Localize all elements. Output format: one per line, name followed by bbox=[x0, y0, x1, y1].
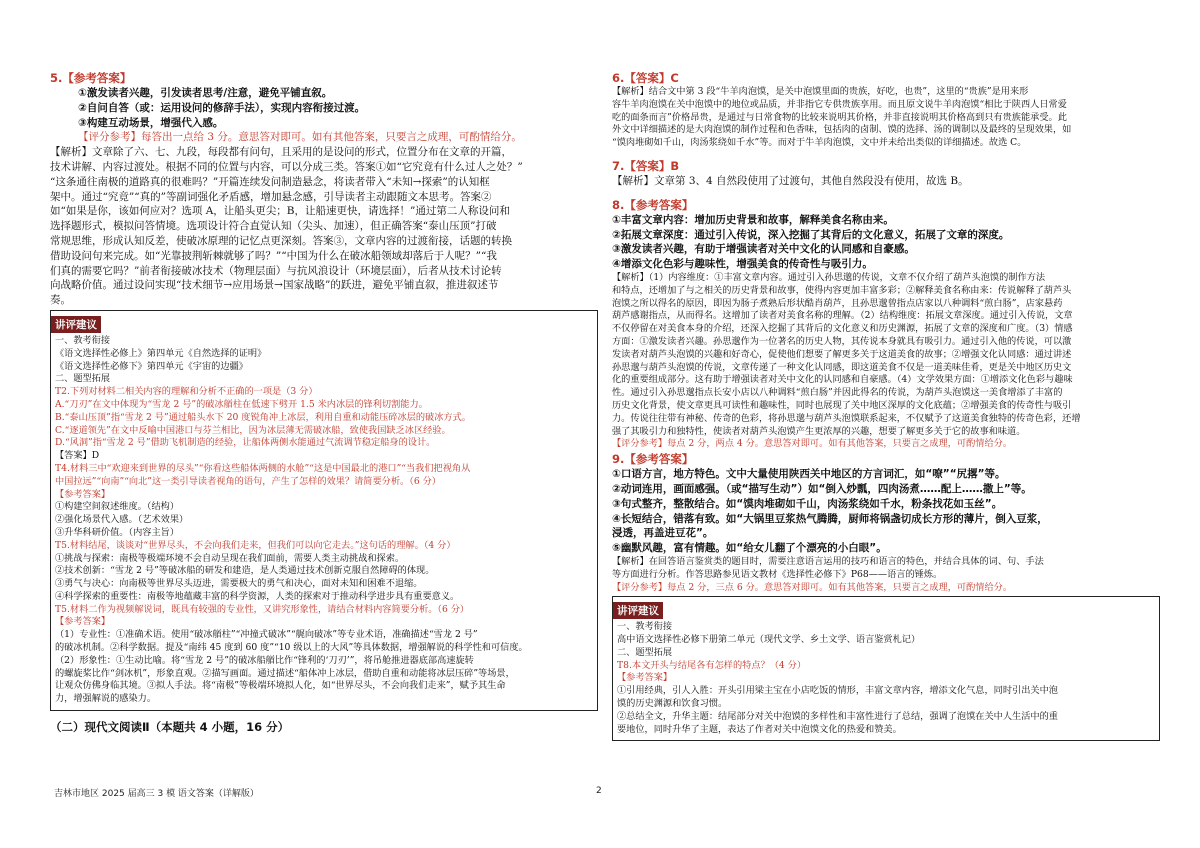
q5-analysis bbox=[50, 145, 598, 308]
q7-title: 7.【答案】B bbox=[612, 158, 680, 173]
box-line: B.“泰山压顶”指“雪龙 2 号”通过船头水下 20 度锐角冲上冰层，利用自重和动能压碎冰层的破冰方式。 bbox=[55, 411, 471, 423]
analysis-line: 技术讲解、内容过渡处。根据不同的位置与内容，可以分成三类。答案①如“它究竟有什么过人之处？” bbox=[50, 160, 523, 173]
q8-analysis bbox=[612, 272, 1160, 438]
analysis-line: 力。传说往往带有神秘、传奇的色彩，将孙思邈与葫芦头泡馍联系起来，不仅赋予了这道美食独特的传奇色彩，还增 bbox=[612, 412, 1081, 424]
box-line: ②总结全文，升华主题：结尾部分对关中泡馍的多样性和丰富性进行了总结，强调了泡馍在关中人生活中的重 bbox=[617, 710, 1058, 722]
box-question: T5.材料结尾，谈谈对“世界尽头，不会向我们走来，但我们可以向它走去。”这句话的理解。（4 分） bbox=[55, 539, 456, 551]
box-line: 二、题型拓展 bbox=[55, 373, 111, 385]
q5-answer-1: ①激发读者兴趣，引发读者思考/注意，避免平铺直叙。 bbox=[78, 87, 333, 99]
analysis-line: 孙思邈与葫芦头泡馍的传说，文章传递了一种文化认同感，即这道美食不仅是一道美味佳肴，更是关中地区历史文 bbox=[612, 361, 1072, 373]
box-line: 【参考答案】 bbox=[617, 672, 673, 684]
box-line: 高中语文选择性必修下册第二单元（现代文学、乡土文学、语言鉴赏札记） bbox=[617, 634, 921, 646]
box-line: C.“逐道领先”在文中反喻中国港口与芬兰相比，因为冰层薄无需破冰船，致使我国缺乏冰区经验。 bbox=[55, 424, 451, 436]
q6-title: 6.【答案】C bbox=[612, 71, 679, 85]
box-line: 要地位，同时升华了主题，表达了作者对关中泡馍文化的热爱和赞美。 bbox=[617, 723, 902, 735]
q9-title: 9.【参考答案】 bbox=[612, 452, 694, 467]
analysis-line: 【解析】（1）内容维度：①丰富文章内容。通过引入孙思邈的传说，文章不仅介绍了葫芦头泡馍的制作方法 bbox=[612, 271, 1046, 283]
box-line: 《语文选择性必修下》第四单元《宇宙的边疆》 bbox=[55, 360, 248, 372]
right-column bbox=[612, 70, 1160, 741]
analysis-line: 奏。 bbox=[50, 294, 71, 307]
analysis-line: 选择题形式，模拟问答情境。选项设计符合直觉认知（尖头、加速），但正确答案“泰山压顶”打破 bbox=[50, 220, 497, 233]
box-line: ④科学探索的重要性：南极等地蕴藏丰富的科学资源，人类的探索对于推动科学进步具有重要意义。 bbox=[55, 590, 460, 602]
analysis-line: 们真的需要它吗？”前者衔接破冰技术（物理层面）与抗风浪设计（环境层面），后者从技术讨论转 bbox=[50, 264, 502, 277]
q9-score: 【评分参考】每点 2 分，三点 6 分。意思答对即可。如有其他答案，只要言之成理，可酌情给分。 bbox=[612, 581, 1013, 593]
box-line: 【参考答案】 bbox=[55, 616, 111, 628]
box-line: ③勇气与决心：向南极等世界尽头迈进，需要极大的勇气和决心，面对未知和困难不退缩。 bbox=[55, 578, 423, 590]
q5-title: 5.【参考答案】 bbox=[50, 71, 132, 85]
q7-analysis: 【解析】文章第 3、4 自然段使用了过渡句，其他自然段没有使用，故选 B。 bbox=[612, 174, 969, 187]
q8-answer: ②拓展文章深度：通过引入传说，深入挖掘了其背后的文化意义，拓展了文章的深度。 bbox=[612, 228, 1010, 241]
box-line: 的破冰机制。②科学数据。提及“南纬 45 度到 60 度”“10 级以上的大风”等具体数据，增强解说的科学性和可信度。 bbox=[55, 642, 528, 654]
box-line: 的螺旋桨比作“剑冰机”，形象直观。②描写画面。通过描述“船体冲上冰层，借助自重和动能将冰层压碎”等场景， bbox=[55, 667, 515, 679]
analysis-line: 泡馍之所以得名的原因，即因为肠子煮熟后形状酷肖葫芦，且孙思邈曾指点店家以八种调料“煎白肠”，店家悬药 bbox=[612, 297, 1063, 309]
box-line: A.“刀刃”在文中体现为“雪龙 2 号”的破冰艏柱在低速下劈开 1.5 米内冰层的锋利切割能力。 bbox=[55, 398, 428, 410]
box-line: ①引用经典，引人入胜：开头引用梁主宝在小店吃饭的情形，丰富文章内容，增添文化气息，同时引出关中泡 bbox=[617, 685, 1058, 697]
analysis-line: 和特点，还增加了与之相关的历史背景和故事，使得内容更加丰富多彩；②解释美食名称由来：传说解释了葫芦头 bbox=[612, 284, 1072, 296]
box-line: 中国拉远”“向南”“向北”这一类引导读者视角的语句，产生了怎样的效果？请简要分析。（6 分） bbox=[55, 475, 441, 487]
analysis-line: 【解析】结合文中第 3 段“牛羊肉泡馍，是关中泡馍里面的贵族，好吃，也贵”，这里的“贵族”是用来形 bbox=[612, 86, 1029, 97]
q9-answer: ④长短结合，错落有致。如“大锅里豆浆热气腾腾，厨师将锅盏切成长方形的薄片，倒入豆浆， bbox=[612, 512, 1048, 525]
analysis-line: 方面：①激发读者兴趣。孙思邈作为一位著名的历史人物，其传说本身就具有吸引力。通过引入他的传说，可以激 bbox=[612, 335, 1072, 347]
q9-analysis-line: 【解析】在回答语言鉴赏类的题目时，需要注意语言运用的技巧和语言的特色，并结合具体的词、句、手法 bbox=[612, 555, 1044, 567]
review-suggestion-box-right bbox=[612, 596, 1160, 741]
box-line: ②强化场景代入感。（艺术效果） bbox=[55, 514, 189, 526]
analysis-line: 架中。通过“究竟”“真的”等副词强化矛盾感，增加悬念感，引导读者主动跟随文本思考。答案② bbox=[50, 190, 492, 203]
analysis-line: 性。通过引入孙思邈指点长安小店以八种调料“煎白肠”并因此得名的传说，为葫芦头泡馍这一美食增添了丰富的 bbox=[612, 387, 1063, 399]
analysis-line: 历史文化背景，使文章更具可读性和趣味性，同时也展现了关中地区深厚的文化底蕴；②增强美食的传奇性与吸引 bbox=[612, 399, 1072, 411]
box-question: T4.材料三中“欢迎来到世界的尽头”“你看这些船体两侧的水舱”“这是中国最北的港口”“当我们把视角从 bbox=[55, 462, 471, 474]
analysis-line: “馍肉堆砌如千山，肉汤浆绕如千水”等。而对于牛羊肉泡馍，文中并未给出类似的详细描述。故选 C。 bbox=[612, 137, 1027, 149]
review-suggestion-box bbox=[50, 310, 598, 711]
q9-answer: ⑤幽默风趣，富有情趣。如“给女儿翻了个漂亮的小白眼”。 bbox=[612, 542, 887, 555]
q8-answer: ①丰富文章内容：增加历史背景和故事，解释美食名称由来。 bbox=[612, 213, 894, 226]
q9-answer: ①口语方言，地方特色。文中大量使用陕西关中地区的方言词汇，如“嘹”“尻撂”等。 bbox=[612, 468, 1006, 481]
box-line: 二、题型拓展 bbox=[617, 646, 673, 658]
q8-answer: ③激发读者兴趣，有助于增强读者对关中文化的认同感和自豪感。 bbox=[612, 243, 915, 256]
analysis-line: 不仅停留在对美食本身的介绍，还深入挖掘了其背后的文化意义和历史渊源，拓展了文章的深度和广度。（3）情感 bbox=[612, 323, 1073, 335]
box-line: 馍的历史渊源和饮食习惯。 bbox=[617, 698, 728, 710]
analysis-line: 常规思维，形成认知反差，使破冰原理的记忆点更深刻。答案③，文章内容的过渡衔接，话题的转换 bbox=[50, 234, 512, 247]
box-line: 一、教考衔接 bbox=[617, 621, 673, 633]
analysis-line: 容牛羊肉泡馍在关中泡馍中的地位或品质，并非指它专供贵族享用。而且原文说牛羊肉泡馍“相比于陕西人日常爱 bbox=[612, 98, 1067, 110]
q5-score: 【评分参考】每答出一点给 3 分。意思答对即可。如有其他答案，只要言之成理，可酌情给分。 bbox=[78, 131, 522, 144]
analysis-line: 借助设问句来完成。如“光靠披荆斩棘就够了吗？”“中国为什么在破冰船领域却落后于人呢？”“我 bbox=[50, 249, 497, 262]
review-suggestion-title: 讲评建议 bbox=[51, 316, 101, 333]
review-suggestion-title: 讲评建议 bbox=[613, 602, 663, 619]
box-line: （1）专业性：①准确术语。使用“破冰艏柱”“冲撞式破冰”“艉向破冰”等专业术语，准确描述“雪龙 2 号” bbox=[55, 629, 478, 641]
box-line: D.“风洞”指“雪龙 2 号”借助飞机制造的经验，让船体两侧水能通过气流调节稳定船身的设计。 bbox=[55, 437, 436, 449]
box-line: 让观众仿佛身临其境。③拟人手法。将“南极”等极端环境拟人化，如“世界尽头，不会向我们走来”，赋予其生命 bbox=[55, 680, 506, 692]
q8-score: 【评分参考】每点 2 分，两点 4 分。意思答对即可。如有其他答案，只要言之成理，可酌情给分。 bbox=[612, 438, 1013, 450]
q5-answer-3: ③构建互动场景，增强代入感。 bbox=[78, 116, 224, 129]
analysis-line: 向战略价值。通过设问实现“技术细节→应用场景→国家战略”的跃进，避免平铺直叙，推进叙述节 bbox=[50, 279, 499, 292]
section-heading-modern-reading-2: （二）现代文阅读Ⅱ（本题共 4 小题，16 分） bbox=[50, 720, 290, 735]
left-column bbox=[50, 70, 598, 735]
analysis-line: 发读者对葫芦头泡馍的兴趣和好奇心，促使他们想要了解更多关于这道美食的故事；②增强文化认同感：通过讲述 bbox=[612, 348, 1072, 360]
box-question: T5.材料二作为视频解说词，既具有较强的专业性，又讲究形象性，请结合材料内容简要分析。（6 分） bbox=[55, 603, 470, 615]
q9-answer: 浸透，再盖进豆花”。 bbox=[612, 527, 714, 540]
analysis-line: 如“如果是你，该如何应对？选项 A，让船头更尖；B，让船速更快，请选择！”通过第二人称设问和 bbox=[50, 205, 510, 218]
q9-analysis-line: 等方面进行分析。作答思路参见语文教材《选择性必修下》P68——语言的锤炼。 bbox=[612, 568, 943, 580]
analysis-line: 外文中详细描述的是大肉泡馍的制作过程和色香味，包括肉的卤制、馍的选择、汤的调制以及最终的呈现效果，如 bbox=[612, 124, 1072, 136]
analysis-line: 【解析】文章除了六、七、九段，每段都有问句，且采用的是设问的形式，位置分布在文章的开篇， bbox=[50, 146, 512, 159]
box-line: 力，增强解说的感染力。 bbox=[55, 693, 157, 705]
box-line: ①挑战与探索：南极等极端环境不会自动呈现在我们面前，需要人类主动挑战和探索。 bbox=[55, 552, 405, 564]
analysis-line: 强了其吸引力和独特性，使读者对葫芦头泡馍产生更浓厚的兴趣，想要了解更多关于它的故事和味道。 bbox=[612, 425, 1026, 437]
box-answer: 【答案】D bbox=[55, 450, 100, 462]
footer-doc-title: 吉林市地区 2025 届高三 3 模 语文答案（详解版） bbox=[54, 789, 259, 799]
q8-title: 8.【参考答案】 bbox=[612, 197, 694, 212]
box-line: ③升华科研价值。（内容主旨） bbox=[55, 526, 180, 538]
box-line: 一、教考衔接 bbox=[55, 334, 111, 346]
box-line: ②技术创新：“雪龙 2 号”等破冰船的研发和建造，是人类通过技术创新克服自然障碍的体现。 bbox=[55, 565, 435, 577]
box-line: 《语文选择性必修上》第四单元《自然选择的证明》 bbox=[55, 347, 267, 359]
box-line: ①构建空间叙述维度。（结构） bbox=[55, 501, 180, 513]
box-line: （2）形象性：①生动比喻。将“雪龙 2 号”的破冰船艏比作“锋利的‘刀刃’”，将吊舱推进器底部高速旋转 bbox=[55, 654, 474, 666]
q9-answer: ②动词连用，画面感强。（或“描写生动”）如“倒入炒瓢，四肉汤煮……配上……撒上”等。 bbox=[612, 482, 1032, 495]
page-number: 2 bbox=[596, 786, 602, 796]
q5-answer-2: ②自问自答（或：运用设问的修辞手法），实现内容衔接过渡。 bbox=[78, 101, 366, 114]
analysis-line: “这条通往南极的道路真的很难吗？”开篇连续发问制造悬念，将读者带入“未知→探索”的认知框 bbox=[50, 175, 490, 188]
analysis-line: 葫芦感谢指点，从而得名。这增加了读者对美食名称的理解。（2）结构维度：拓展文章深度。通过引入传说，文章 bbox=[612, 310, 1073, 322]
analysis-line: 化的重要组成部分。这有助于增强读者对关中文化的认同感和自豪感。（4）文学效果方面：①增添文化色彩与趣味 bbox=[612, 374, 1073, 386]
q6-analysis bbox=[612, 86, 1160, 150]
q9-answer: ③句式整齐，整散结合。如“馍肉堆砌如千山，肉汤浆绕如千水，粉条找花如玉丝”。 bbox=[612, 497, 1003, 510]
box-line: 【参考答案】 bbox=[55, 488, 111, 500]
box-question: T2.下列对材料二相关内容的理解和分析不正确的一项是（3 分） bbox=[55, 386, 318, 398]
q8-answer: ④增添文化色彩与趣味性，增强美食的传奇性与吸引力。 bbox=[612, 258, 873, 271]
analysis-line: 吃的面条而言”价格昂贵，是通过与日常食物的比较来说明其价格，并非直接说明其价格高到只有贵族能承受。此 bbox=[612, 111, 1067, 123]
box-question: T8.本文开头与结尾各有怎样的特点？（4 分） bbox=[617, 659, 807, 671]
